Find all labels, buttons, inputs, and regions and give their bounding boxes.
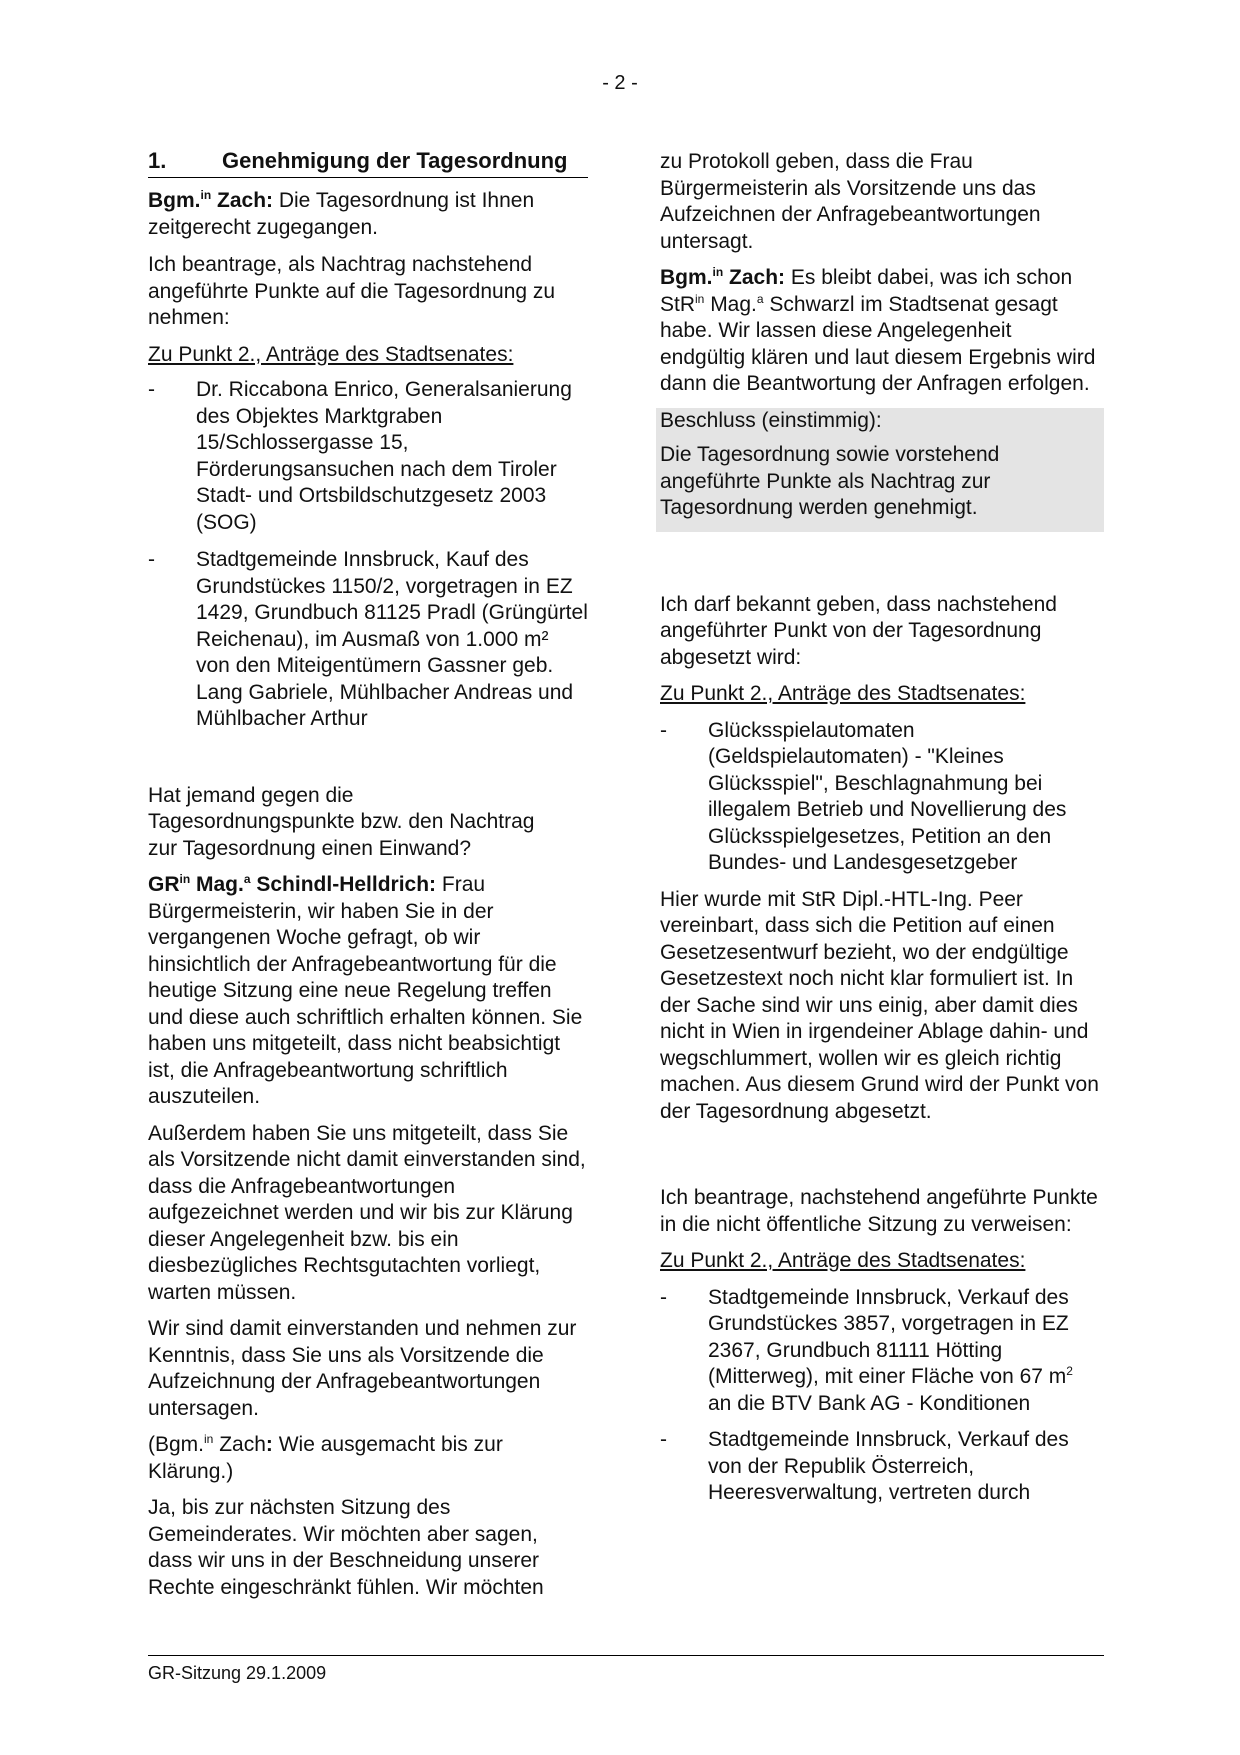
list-item-text: Dr. Riccabona Enrico, Generalsanierung des Objektes Marktgraben 15/Schlossergasse 15, Förderungsansuchen nach dem Tiroler Stadt- und Ortsbildschutzgesetz 2003 (SOG) [196,378,572,534]
list-item-text: Stadtgemeinde Innsbruck, Kauf des Grundstückes 1150/2, vorgetragen in EZ 1429, Grundbuch 81125 Pradl (Grüngürtel Reichenau), im Ausmaß von 1.000 m² von den Miteigentümern Gassner geb. Lang Gabriele, Mühlbacher Andreas und Mühlbacher Arthur [196,548,588,730]
subheading-antraege: Zu Punkt 2., Anträge des Stadtsenates: [148,342,514,366]
paragraph-schindl-helldrich: $GR^{in}$ Mag.$^a$ Schindl-Helldrich: Frau Bürgermeisterin, wir haben Sie in der vergangenen Woche gefragt, ob wir hinsichtlich der Anfragebeantwortung für die heutige Sitzung eine neue Regelung treffen und diese auch schriftlich erhalten können. Sie haben uns mitgeteilt, dass nicht beabsichtigt ist, die Anfragebeantwortung schriftlich auszuteilen. [148,872,583,1108]
resolution-text: Die Tagesordnung sowie vorstehend angeführte Punkte als Nachtrag zur Tagesordnung werden genehmigt. [660,443,1000,519]
list-item-text: Stadtgemeinde Innsbruck, Verkauf des von der Republik Österreich, Heeresverwaltung, vertreten durch [708,1428,1069,1504]
paragraph-naechste-sitzung: Ja, bis zur nächsten Sitzung des Gemeinderates. Wir möchten aber sagen, dass wir uns in der Beschneidung unserer Rechte eingeschränkt fühlen. Wir möchten [148,1496,544,1599]
section-title: Genehmigung der Tagesordnung [222,148,568,173]
section-heading [148,147,588,178]
speaker: Bgm.$^{in}$ Zach: [660,265,786,289]
right-column [660,149,1100,1517]
paragraph-abgesetzt: Ich darf bekannt geben, dass nachstehend angeführter Punkt von der Tagesordnung abgesetzt wird: [660,592,1057,669]
spacer [660,1135,1100,1185]
list-item-text: Stadtgemeinde Innsbruck, Verkauf des Grundstückes 3857, vorgetragen in EZ 2367, Grundbuch 81111 Hötting (Mitterweg), mit einer Fläche von 67 $m^2$ an die BTV Bank AG - Konditionen [708,1285,1073,1415]
spacer [660,542,1100,592]
paragraph-mayor-opening: Bgm.$^{in}$ Zach: Die Tagesordnung ist Ihnen zeitgerecht zugegangen. [148,188,535,239]
speaker: $GR^{in}$ Mag.$^a$ Schindl-Helldrich: [148,872,437,896]
page-number: - 2 - [602,72,638,94]
spacer [148,743,588,783]
speaker: Bgm.$^{in}$ Zach: [148,188,274,212]
list-item [148,377,588,536]
left-column [148,147,588,1611]
paragraph-einverstanden: Wir sind damit einverstanden und nehmen zur Kenntnis, dass Sie uns als Vorsitzende die Aufzeichnung der Anfragebeantwortungen untersagen. [148,1317,577,1420]
footer-text: GR-Sitzung 29.1.2009 [148,1663,327,1683]
list-item [660,1427,1100,1507]
resolution-title: Beschluss (einstimmig): [660,408,882,432]
section-number: 1. [148,148,167,173]
paragraph-interjection: (Bgm.$^{in}$ Zach: Wie ausgemacht bis zur Klärung.) [148,1432,503,1483]
paragraph-mayor-reply: Bgm.$^{in}$ Zach: Es bleibt dabei, was ich schon StR$^{in}$ Mag.$^a$ Schwarzl im Stadtsenat gesagt habe. Wir lassen diese Angelegenheit endgültig klären und laut diesem Ergebnis wird dann die Beantwortung der Anfragen erfolgen. [660,265,1096,395]
paragraph-ausserdem: Außerdem haben Sie uns mitgeteilt, dass Sie als Vorsitzende nicht damit einverstanden sind, dass die Anfragebeantwortungen aufgezeichnet werden und wir bis zur Klärung dieser Angelegenheit bzw. bis ein diesbezügliches Rechtsgutachten vorliegt, warten müssen. [148,1121,586,1304]
list-item-text: Glücksspielautomaten (Geldspielautomaten) - "Kleines Glücksspiel", Beschlagnahmung bei illegalem Betrieb und Novellierung des Glücksspielgesetzes, Petition an den Bundes- und Landesgesetzgeber [708,718,1067,874]
resolution-box [656,408,1104,532]
list-dash: - [148,548,155,571]
list-item [660,1285,1100,1418]
list-dash: - [660,1285,667,1309]
list-item [148,547,588,733]
list-dash: - [148,378,155,401]
subheading-antraege: Zu Punkt 2., Anträge des Stadtsenates: [660,1249,1026,1272]
paragraph-protokoll: zu Protokoll geben, dass die Frau Bürgermeisterin als Vorsitzende uns das Aufzeichnen der Anfragebeantwortungen untersagt. [660,150,1041,253]
paragraph-peer: Hier wurde mit StR Dipl.-HTL-Ing. Peer vereinbart, dass sich die Petition auf einen Gesetzesentwurf bezieht, wo der endgültige Gesetzestext noch nicht klar formuliert ist. In der Sache sind wir uns einig, aber damit dies nicht in Wien in irgendeiner Ablage dahin- und wegschlummert, wollen wir es gleich richtig machen. Aus diesem Grund wird der Punkt von der Tagesordnung abgesetzt. [660,887,1099,1123]
paragraph-nicht-oeffentlich: Ich beantrage, nachstehend angeführte Punkte in die nicht öffentliche Sitzung zu verweisen: [660,1186,1098,1236]
list-dash: - [660,1428,667,1451]
footer-divider [148,1655,1104,1656]
subheading-antraege: Zu Punkt 2., Anträge des Stadtsenates: [660,682,1026,705]
paragraph-objection-question: Hat jemand gegen die Tagesordnungspunkte bzw. den Nachtrag zur Tagesordnung einen Einwand? [148,783,535,860]
paragraph-request: Ich beantrage, als Nachtrag nachstehend angeführte Punkte auf die Tagesordnung zu nehmen: [148,253,556,329]
list-item [660,718,1100,877]
list-dash: - [660,718,667,742]
